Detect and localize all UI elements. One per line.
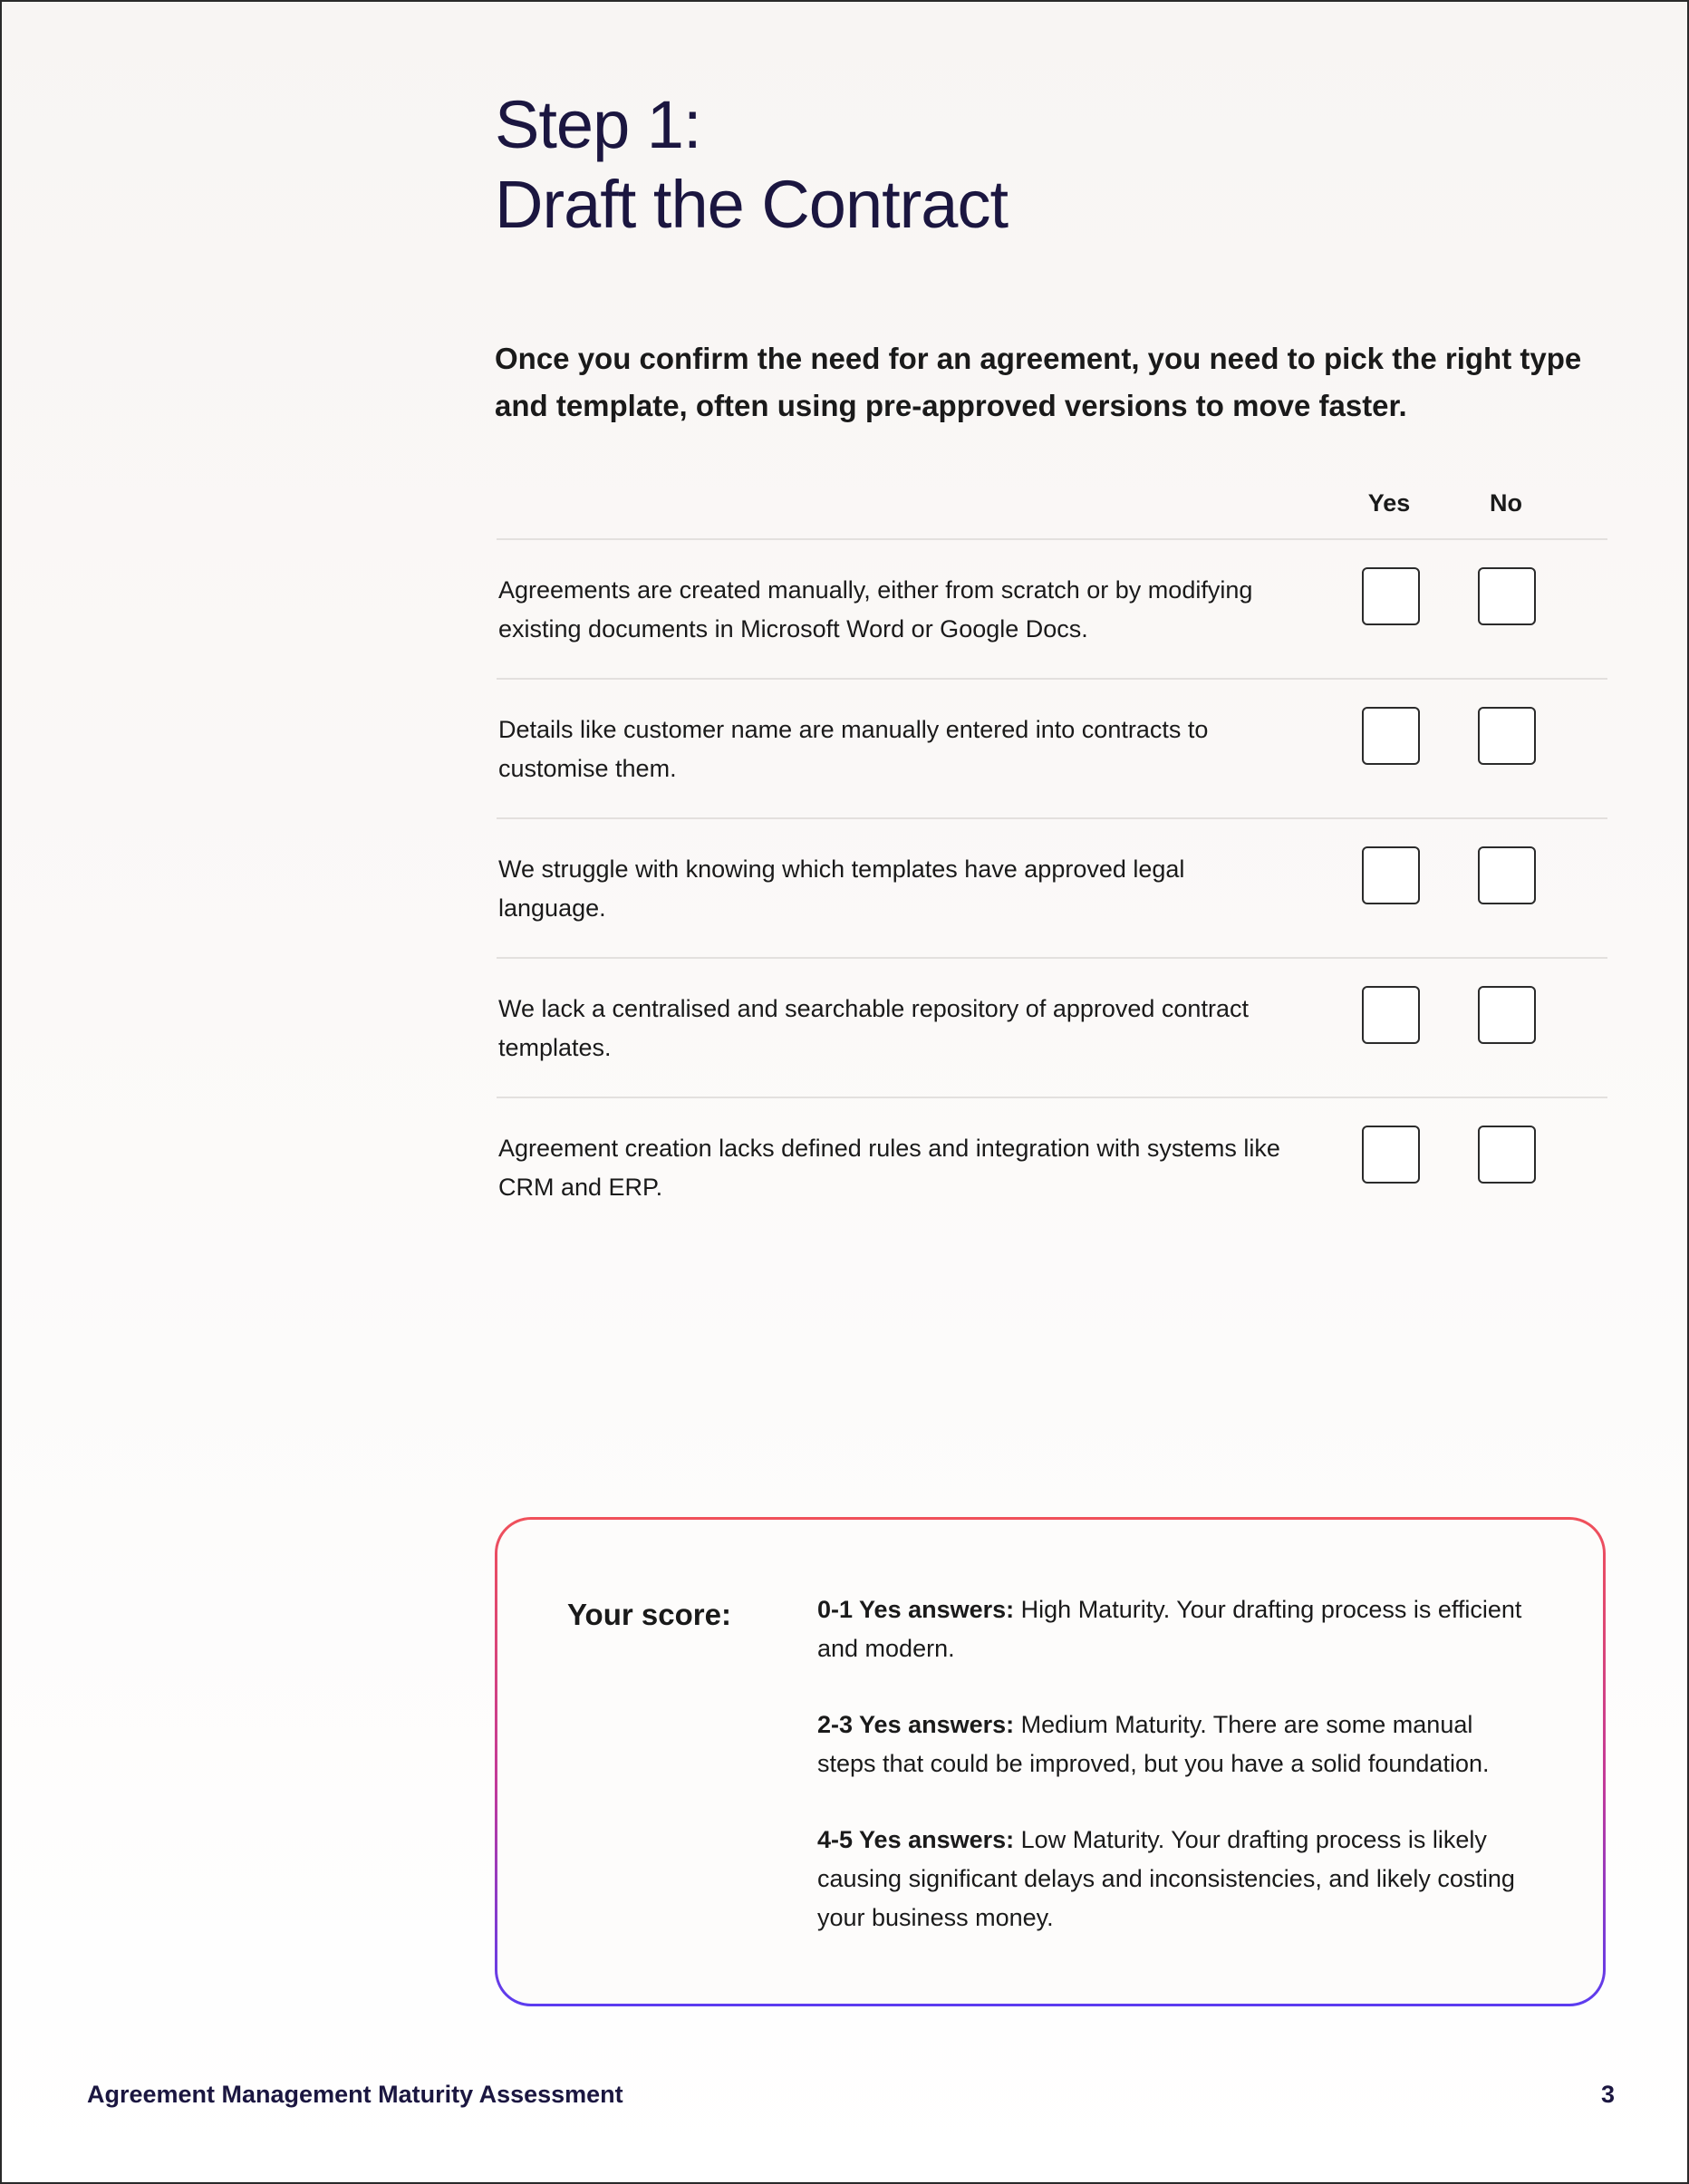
- no-column-heading: No: [1490, 489, 1522, 517]
- score-range-label: 2-3 Yes answers:: [817, 1711, 1015, 1738]
- score-card-body: [497, 1520, 1603, 2004]
- checklist-statement: Agreements are created manually, either from scratch or by modifying existing documents in Microsoft Word or Google Docs.: [498, 576, 1253, 643]
- no-checkbox[interactable]: [1478, 846, 1536, 904]
- checklist-row: [497, 680, 1607, 819]
- page-title: [495, 85, 1008, 245]
- checklist-row: [497, 819, 1607, 959]
- no-checkbox[interactable]: [1478, 986, 1536, 1044]
- score-range-item: [817, 1706, 1533, 1783]
- yes-checkbox[interactable]: [1362, 707, 1420, 765]
- score-range-label: 4-5 Yes answers:: [817, 1826, 1015, 1853]
- page-title-line-2: Draft the Contract: [495, 167, 1009, 242]
- checklist-row: [497, 1098, 1607, 1236]
- no-checkbox[interactable]: [1478, 707, 1536, 765]
- score-ranges: [817, 1590, 1533, 1975]
- yes-checkbox[interactable]: [1362, 846, 1420, 904]
- score-range-item: [817, 1821, 1533, 1938]
- page-number: 3: [1600, 2081, 1615, 2108]
- checklist-row: [497, 540, 1607, 680]
- yes-column-heading: Yes: [1367, 489, 1411, 517]
- yes-checkbox[interactable]: [1362, 986, 1420, 1044]
- score-range-label: 0-1 Yes answers:: [817, 1596, 1015, 1623]
- score-range-item: [817, 1590, 1533, 1668]
- no-checkbox[interactable]: [1478, 1126, 1536, 1184]
- no-checkbox[interactable]: [1478, 567, 1536, 625]
- yes-checkbox[interactable]: [1362, 567, 1420, 625]
- page-title-line-1: Step 1:: [495, 87, 701, 162]
- checklist-statement: We struggle with knowing which templates have approved legal language.: [498, 855, 1185, 922]
- intro-paragraph: Once you confirm the need for an agreement, you need to pick the right type and template, often using pre-approved versions to move faster.: [495, 342, 1582, 422]
- score-range-description: Medium Maturity. There are some manual steps that could be improved, but you have a solid foundation.: [817, 1711, 1490, 1777]
- checklist-statement: Details like customer name are manually entered into contracts to customise them.: [498, 716, 1209, 782]
- score-card: [495, 1517, 1606, 2006]
- checklist-statement: Agreement creation lacks defined rules and integration with systems like CRM and ERP.: [498, 1135, 1280, 1201]
- checklist-statement: We lack a centralised and searchable repository of approved contract templates.: [498, 995, 1249, 1061]
- yes-checkbox[interactable]: [1362, 1126, 1420, 1184]
- assessment-checklist: [497, 482, 1607, 1236]
- checklist-row: [497, 959, 1607, 1098]
- score-range-description: High Maturity. Your drafting process is efficient and modern.: [817, 1596, 1522, 1662]
- footer-document-title: Agreement Management Maturity Assessment: [87, 2081, 623, 2108]
- score-label: Your score:: [567, 1598, 731, 1631]
- score-range-description: Low Maturity. Your drafting process is likely causing significant delays and inconsistencies, and likely costing your business money.: [817, 1826, 1515, 1931]
- checklist-header: [497, 482, 1607, 540]
